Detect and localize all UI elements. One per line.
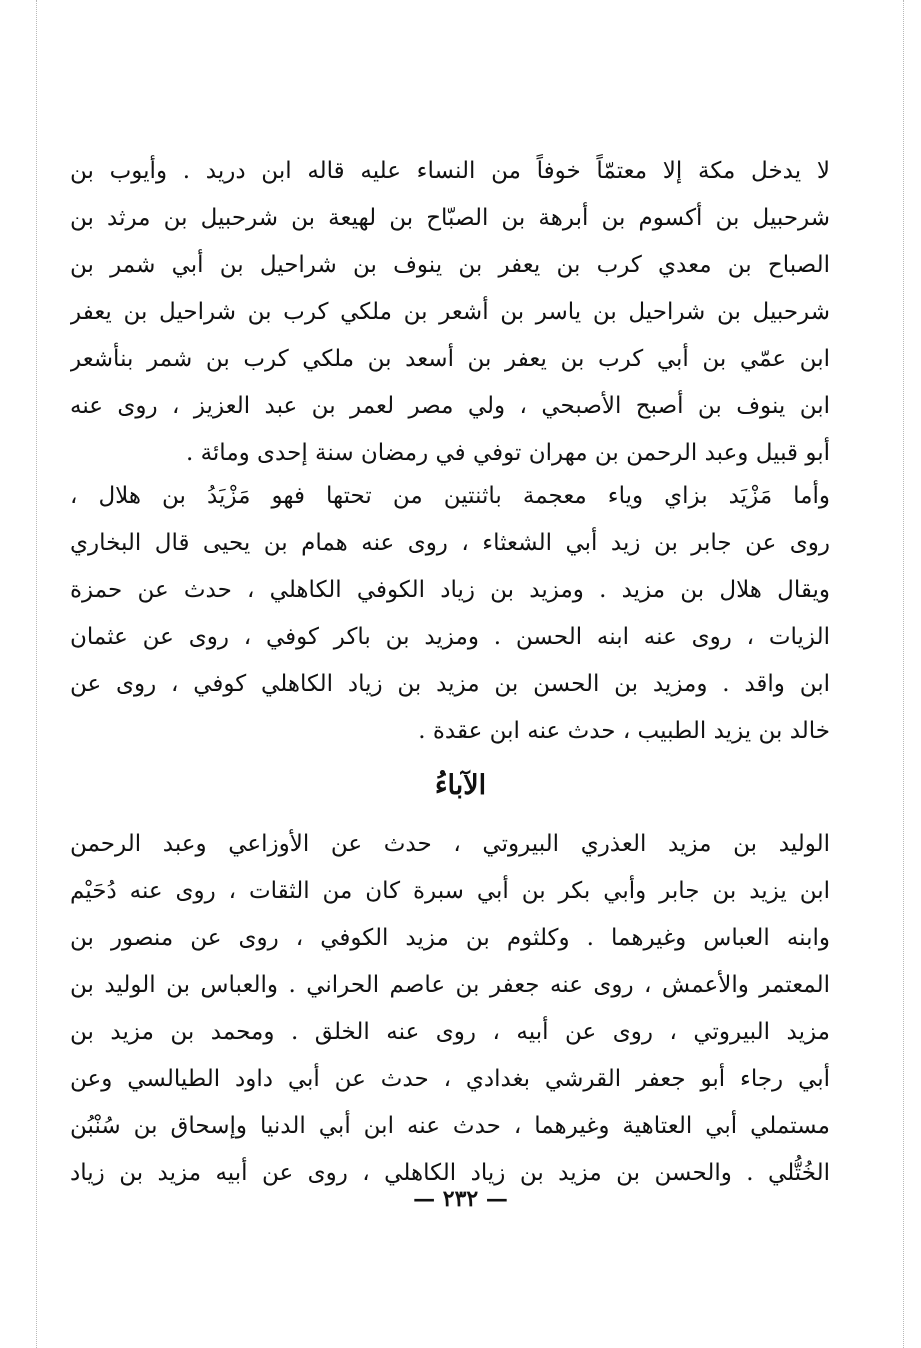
text-line: الخُتُّلي . والحسن بن مزيد بن زياد الكاهلي ، روى عن أبيه مزيد بن زياد <box>70 1160 830 1186</box>
text-line: ابن عمّي بن أبي كرب بن يعفر بن أسعد بن ملكي كرب بن شمر بنأشعر <box>70 346 830 372</box>
text-line: شرحبيل بن أكسوم بن أبرهة بن الصبّاح بن لهيعة بن شرحبيل بن مرثد بن <box>70 205 830 231</box>
text-line: لا يدخل مكة إلا معتمّاً خوفاً من النساء عليه قاله ابن دريد . وأيوب بن <box>70 158 830 184</box>
text-line: المعتمر والأعمش ، روى عنه جعفر بن عاصم الحراني . والعباس بن الوليد بن <box>70 972 830 998</box>
text-line: ابن واقد . ومزيد بن الحسن بن مزيد بن زياد الكاهلي كوفي ، روى عن <box>70 671 830 697</box>
text-line: شرحبيل بن شراحيل بن ياسر بن أشعر بن ملكي كرب بن شراحيل بن يعفر <box>70 299 830 325</box>
text-line: روى عن جابر بن زيد أبي الشعثاء ، روى عنه همام بن يحيى قال البخاري <box>70 530 830 556</box>
scan-margin-right <box>903 0 904 1348</box>
text-line: ويقال هلال بن مزيد . ومزيد بن زياد الكوفي الكاهلي ، حدث عن حمزة <box>70 577 830 603</box>
text-line: ابن يزيد بن جابر وأبي بكر بن أبي سبرة كان من الثقات ، روى عنه دُحَيْم <box>70 878 830 904</box>
paragraph-mazyad <box>70 473 830 755</box>
section-heading: الآباءُ <box>434 770 487 801</box>
page-number: — ٢٣٢ — <box>413 1186 508 1212</box>
paragraph-ibn-yanuf <box>70 148 830 477</box>
text-line: أبو قبيل وعبد الرحمن بن مهران توفي في رمضان سنة إحدى ومائة . <box>185 440 830 466</box>
paragraph-al-aba <box>70 821 830 1197</box>
text-line: خالد بن يزيد الطبيب ، حدث عنه ابن عقدة . <box>418 718 830 744</box>
scan-margin-left <box>36 0 37 1348</box>
text-line: الوليد بن مزيد العذري البيروتي ، حدث عن الأوزاعي وعبد الرحمن <box>70 831 830 857</box>
text-line: ابن ينوف بن أصبح الأصبحي ، ولي مصر لعمر بن عبد العزيز ، روى عنه <box>70 393 830 419</box>
text-line: مستملي أبي العتاهية وغيرهما ، حدث عنه ابن أبي الدنيا وإسحاق بن سُنْبُن <box>70 1113 830 1139</box>
text-line: أبي رجاء أبو جعفر القرشي بغدادي ، حدث عن أبي داود الطيالسي وعن <box>70 1066 830 1092</box>
text-line: مزيد البيروتي ، روى عن أبيه ، روى عنه الخلق . ومحمد بن مزيد بن <box>70 1019 830 1045</box>
text-line: الزيات ، روى عنه ابنه الحسن . ومزيد بن باكر كوفي ، روى عن عثمان <box>70 624 830 650</box>
text-line: الصباح بن معدي كرب بن يعفر بن ينوف بن شراحيل بن أبي شمر بن <box>70 252 830 278</box>
text-line: وابنه العباس وغيرهما . وكلثوم بن مزيد الكوفي ، روى عن منصور بن <box>70 925 830 951</box>
text-line: وأما مَزْيَد بزاي وياء معجمة باثنتين من تحتها فهو مَزْيَدُ بن هلال ، <box>70 483 830 509</box>
